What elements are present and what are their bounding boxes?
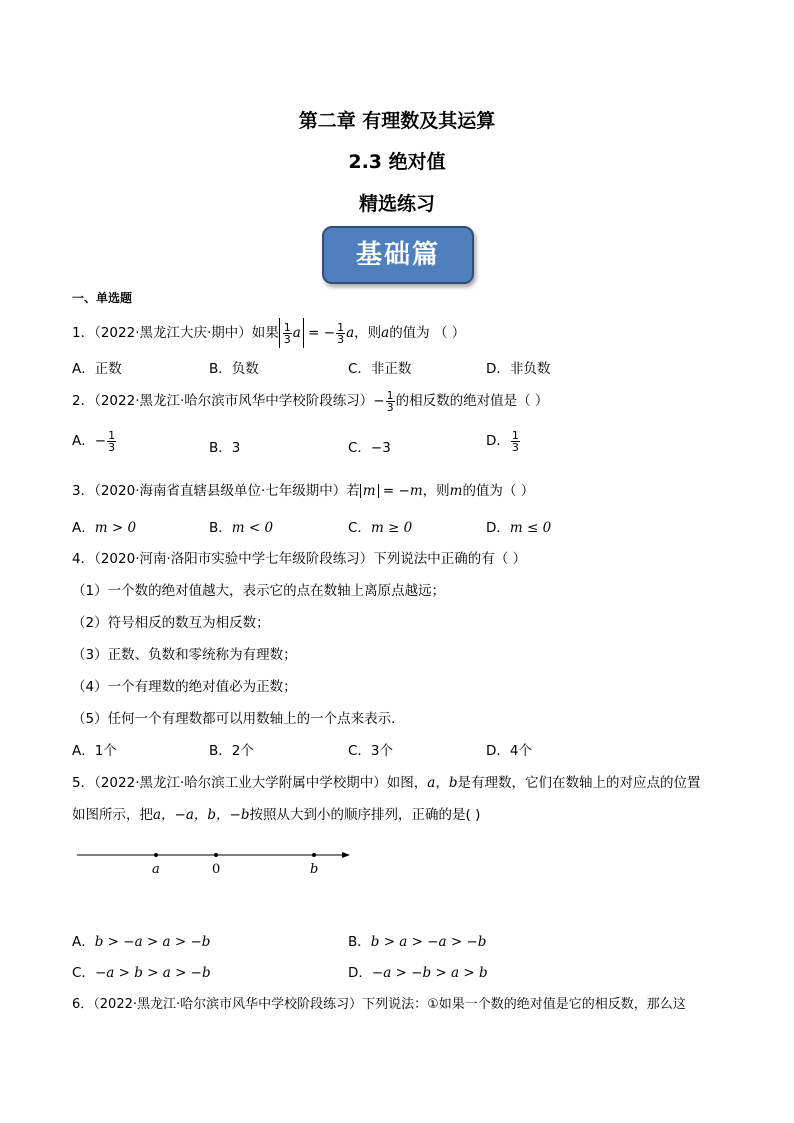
q1-option-c[interactable]: C．非正数 (348, 361, 412, 377)
question-4: 4．（2020·河南·洛阳市实验中学七年级阶段练习）下列说法中正确的有（ ） (72, 551, 527, 567)
q4-option-d[interactable]: D．4个 (486, 743, 532, 759)
level-badge: 基础篇 (322, 226, 474, 284)
question-2: 2．（2022·黑龙江·哈尔滨市风华中学校阶段练习）− $\frac{1}{3}$ 的相反数的绝对值是（ ） (72, 388, 549, 414)
point-b (312, 853, 316, 857)
q3-option-b[interactable]: B．m < 0 (209, 520, 274, 536)
question-6: 6．（2022·黑龙江·哈尔滨市风华中学校阶段练习）下列说法：①如果一个数的绝对值是它的相反数，那么这 (72, 997, 686, 1012)
label-a: a (152, 862, 160, 877)
q1-option-b[interactable]: B．负数 (209, 361, 259, 377)
part-title: 一、单选题 (72, 291, 133, 305)
q2-option-c[interactable]: C．−3 (348, 440, 391, 456)
question-1-stem: 1．（2022·黑龙江大庆·期中）如果 (72, 325, 279, 341)
subtitle: 精选练习 (358, 193, 435, 215)
point-zero (214, 853, 218, 857)
statement-2: （2）符号相反的数互为相反数； (72, 615, 270, 631)
statement-4: （4）一个有理数的绝对值必为正数； (72, 679, 297, 695)
question-1: 1．（2022·黑龙江大庆·期中）如果 $\frac{1}{3}$ a = − $\frac{1}{3}$ a，则a的值为 （ ） (72, 318, 465, 348)
q1-option-d[interactable]: D．非负数 (486, 361, 551, 377)
point-a (154, 853, 158, 857)
number-line-figure (72, 842, 362, 882)
q5-option-a[interactable]: A．b > −a > a > −b (72, 934, 211, 950)
q3-option-d[interactable]: D．m ≤ 0 (486, 520, 552, 536)
question-5-line-1: 5．（2022·黑龙江·哈尔滨工业大学附属中学校期中）如图，a，b是有理数，它们在数轴上的对应点的位置 (72, 775, 701, 791)
q4-option-c[interactable]: C．3个 (348, 743, 394, 759)
q4-option-a[interactable]: A．1个 (72, 743, 117, 759)
question-5-line-2: 如图所示，把a，−a，b，−b按照从大到小的顺序排列，正确的是( ) (72, 807, 481, 823)
q5-option-c[interactable]: C．−a > b > a > −b (72, 965, 211, 981)
q3-option-c[interactable]: C．m ≥ 0 (348, 520, 413, 536)
statement-3: （3）正数、负数和零统称为有理数； (72, 647, 297, 663)
statement-1: （1）一个数的绝对值越大，表示它的点在数轴上离原点越远； (72, 583, 446, 599)
q5-option-b[interactable]: B．b > a > −a > −b (348, 934, 487, 950)
number-line-arrow (342, 852, 350, 858)
q2-option-d[interactable]: D． $\frac{1}{3}$ (486, 428, 519, 454)
statement-5: （5）任何一个有理数都可以用数轴上的一个点来表示． (72, 711, 405, 727)
question-3: 3．（2020·海南省直辖县级单位·七年级期中）若 m = −m，则m的值为（ ） (72, 483, 535, 499)
label-zero: 0 (212, 862, 221, 877)
abs-expression: $\frac{1}{3}$ a (279, 318, 304, 348)
q4-option-b[interactable]: B．2个 (209, 743, 254, 759)
q1-option-a[interactable]: A．正数 (72, 361, 122, 377)
q2-option-b[interactable]: B．3 (209, 440, 241, 456)
label-b: b (310, 862, 319, 877)
q3-option-a[interactable]: A．m > 0 (72, 520, 137, 536)
q2-option-a[interactable]: A．− $\frac{1}{3}$ (72, 428, 116, 454)
q5-option-d[interactable]: D．−a > −b > a > b (348, 965, 488, 981)
section-title: 2.3 绝对值 (348, 151, 446, 173)
chapter-title: 第二章 有理数及其运算 (298, 110, 496, 132)
